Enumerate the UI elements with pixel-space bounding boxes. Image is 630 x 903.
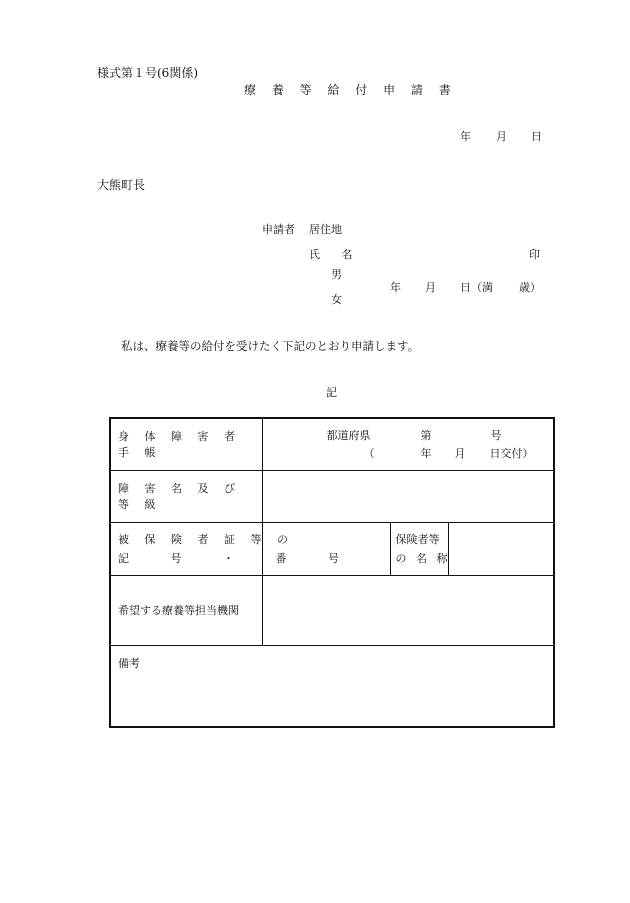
label-line-2: 記 号 ・ 番 号 (118, 551, 358, 565)
dai-label: 第 (420, 429, 432, 442)
row-disability-grade (110, 470, 554, 522)
label-text: 身 体 障 害 者 手 帳 (118, 430, 241, 460)
disability-grade-field[interactable] (262, 470, 554, 522)
sex-female: 女 (331, 293, 342, 306)
paren-open: （ (363, 447, 375, 460)
date-year: 年 (460, 130, 471, 143)
remarks-field[interactable] (110, 645, 554, 727)
statement-text: 私は、療養等の給付を受けたく下記のとおり申請します。 (121, 339, 420, 353)
remarks-label: 備考 (118, 656, 140, 670)
label-text: 希望する療養等担当機関 (118, 604, 239, 617)
date-month: 月 (496, 130, 507, 143)
birth-year: 年 (390, 281, 401, 294)
insurance-number-field[interactable] (262, 522, 390, 575)
form-number: 様式第１号(6関係) (97, 66, 198, 80)
go-label: 号 (490, 429, 502, 442)
handbook-value-cell (262, 418, 554, 470)
row-remarks (110, 645, 554, 727)
row-preferred-institution (110, 575, 554, 645)
sex-male: 男 (331, 268, 342, 281)
form-title: 療 養 等 給 付 申 請 書 (244, 83, 457, 97)
label-line-1: 被 保 険 者 証 等 の (118, 532, 294, 546)
prefecture-label: 都道府県 (326, 429, 371, 442)
label-insurance-number (110, 522, 358, 575)
insurer-line-2: の 名 称 (395, 551, 451, 565)
label-disability-grade (110, 470, 262, 522)
birth-day-age-open: 日（満 (460, 281, 493, 294)
label-text: 障 害 名 及 び 等 級 (118, 482, 241, 511)
application-table (109, 417, 555, 728)
label-insurer-name (390, 522, 451, 575)
address-label: 居住地 (309, 223, 342, 236)
ki-heading: 記 (326, 386, 337, 399)
addressee: 大熊町長 (97, 178, 146, 192)
preferred-institution-field[interactable] (262, 575, 554, 645)
label-disability-handbook (110, 418, 262, 470)
seal-mark: 印 (529, 248, 540, 261)
label-preferred-institution (110, 575, 262, 645)
row-disability-handbook (110, 418, 554, 470)
birth-month: 月 (425, 281, 436, 294)
issued-month: 月 (454, 447, 466, 460)
name-label: 氏 名 (309, 248, 362, 261)
insurer-name-field[interactable] (448, 522, 554, 575)
issued-year: 年 (420, 447, 432, 460)
row-insurance-number (110, 522, 554, 575)
age-close: 歳） (519, 281, 541, 294)
date-day: 日 (531, 130, 542, 143)
insurer-line-1: 保険者等 (395, 532, 440, 546)
applicant-label: 申請者 (262, 223, 295, 236)
issued-day: 日交付） (489, 447, 534, 460)
